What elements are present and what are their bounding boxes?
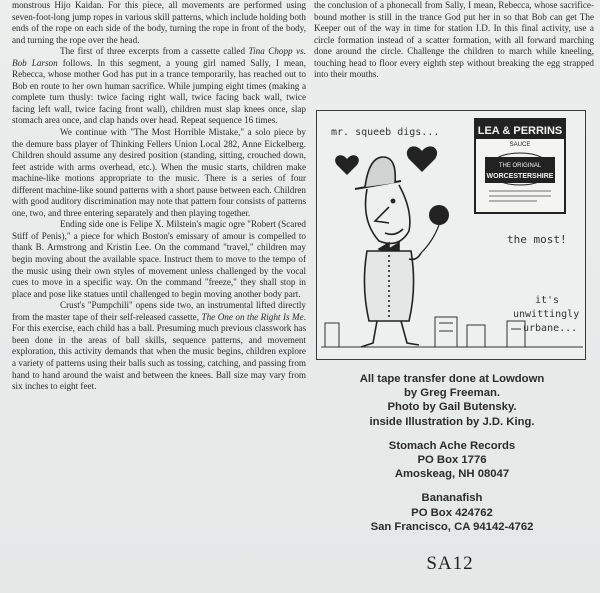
label-address-stomach-ache: Stomach Ache Records PO Box 1776 Amoskeag, NH 08047 — [388, 439, 516, 481]
caption-bottom-2: unwittingly — [513, 309, 580, 320]
production-credits: All tape transfer done at Lowdown by Greg Freeman. Photo by Gail Butensky. inside Illustration by J.D. King. — [359, 373, 545, 428]
mr-squeeb-illustration — [317, 111, 587, 361]
paragraph-tina-chopp: The first of three excerpts from a cassette called Tina Chopp vs. Bob Larson follows. In this segment, a young girl named Sally, I mean, Rebecca, whose mother God has put in a trance temporarily, has reached out to Bob en route to her own human sacrifice. While jumping eight times (making a complete turn thusly: twice facing right wall, twice facing back wall, twice facing left wall, twice facing front wall), children must slap knees once, slap stomach area once, and clap hands over head. Repeat sequence 16 times. — [12, 46, 306, 126]
caption-top: mr. squeeb digs... — [331, 127, 440, 138]
label-the-original: THE ORIGINAL — [498, 163, 542, 169]
balloon-icon — [421, 205, 449, 253]
paragraph-robert: Ending side one is Felipe X. Milstein's magic ogre "Robert (Scared Stiff of Penis)," a piece for which Boston's emissary of amour is compelled to thank B. Armstrong and Kristin Lee. On the command "travel," children may begin moving about the available space. Instruct them to move to the tempo of the music using their own styles of movement unless challenged by the vocal cues to move in a specific way. On the command "freeze," they shall stop in place and pose like statues until challenged to begin moving another body part. — [12, 219, 306, 299]
catalog-number: SA12 — [426, 553, 474, 574]
caption-right: the most! — [507, 233, 567, 246]
credits-block — [316, 372, 588, 544]
cassette-title: The One on the Right Is Me — [201, 311, 304, 322]
illustration-panel — [316, 110, 586, 360]
label-brand: LEA & PERRINS — [477, 125, 563, 137]
paragraph-phonecall: the conclusion of a phonecall from Sally, I mean, Rebecca, whose sacrifice-bound mother is still in the trance God put her in so that Bob can get The Keeper out of the way in time for station I.D. In this final activity, use a circle formation instead of a scatter formation, with all forward marching done around the circle. Challenge the children to march while kneeling, touching head to floor every eighth step without breaking the egg strapped into their mouths. — [314, 0, 594, 80]
right-text-column — [314, 0, 594, 81]
paragraph-pumpchili: Crust's "Pumpchili" opens side two, an instrumental lifted directly from the master tape of their self-released cassette, The One on the Right Is Me. For this exercise, each child has a ball. Presuming much previous classwork has been done in the areas of ball skills, sequence patterns, and movement exploration, this activity demands that when the music begins, children explore a variety of patterns using their balls such as tossing, catching, and passing from hand to hand around the waist and between the knees. Ball size may vary from six inches to eight feet. — [12, 300, 306, 392]
heart-icon — [407, 146, 437, 172]
label-worcestershire: WORCESTERSHIRE — [486, 173, 554, 180]
caption-bottom-3: urbane... — [523, 323, 578, 334]
paragraph-most-horrible-mistake: We continue with "The Most Horrible Mistake," a solo piece by the demure bass player of Thinking Fellers Union Local 282, Anne Eickelberg. Children should assume any desired position (standing, sitting, crouched down, feet astride with arms overhead, etc.). When the music starts, children make machine-like motions appropriate to the music. There is a series of four different machine-like sound patterns with a short pause between each. Children with good auditory discrimination may note that pattern four consists of patterns one, two, and three entering separately and then playing together. — [12, 127, 306, 218]
caption-bottom-1: it's — [535, 295, 560, 306]
cassette-title: Tina Chopp vs. Bob Larson — [12, 46, 306, 68]
heart-icon — [335, 155, 359, 175]
paragraph-hijo-kaidan: monstrous Hijo Kaidan. For this piece, all movements are performed using seven-foot-long jump ropes in various skill patterns, which include holding both ends of the rope on each side of the body, turning the rope in front of the body, and turning the rope over the head. — [12, 0, 306, 45]
mr-squeeb-character — [355, 157, 421, 347]
label-address-bananafish: Bananafish PO Box 424762 San Francisco, CA 94142-4762 — [370, 492, 534, 533]
left-text-column — [12, 0, 306, 393]
lea-perrins-label — [475, 119, 565, 213]
label-sauce: SAUCE — [509, 142, 531, 148]
